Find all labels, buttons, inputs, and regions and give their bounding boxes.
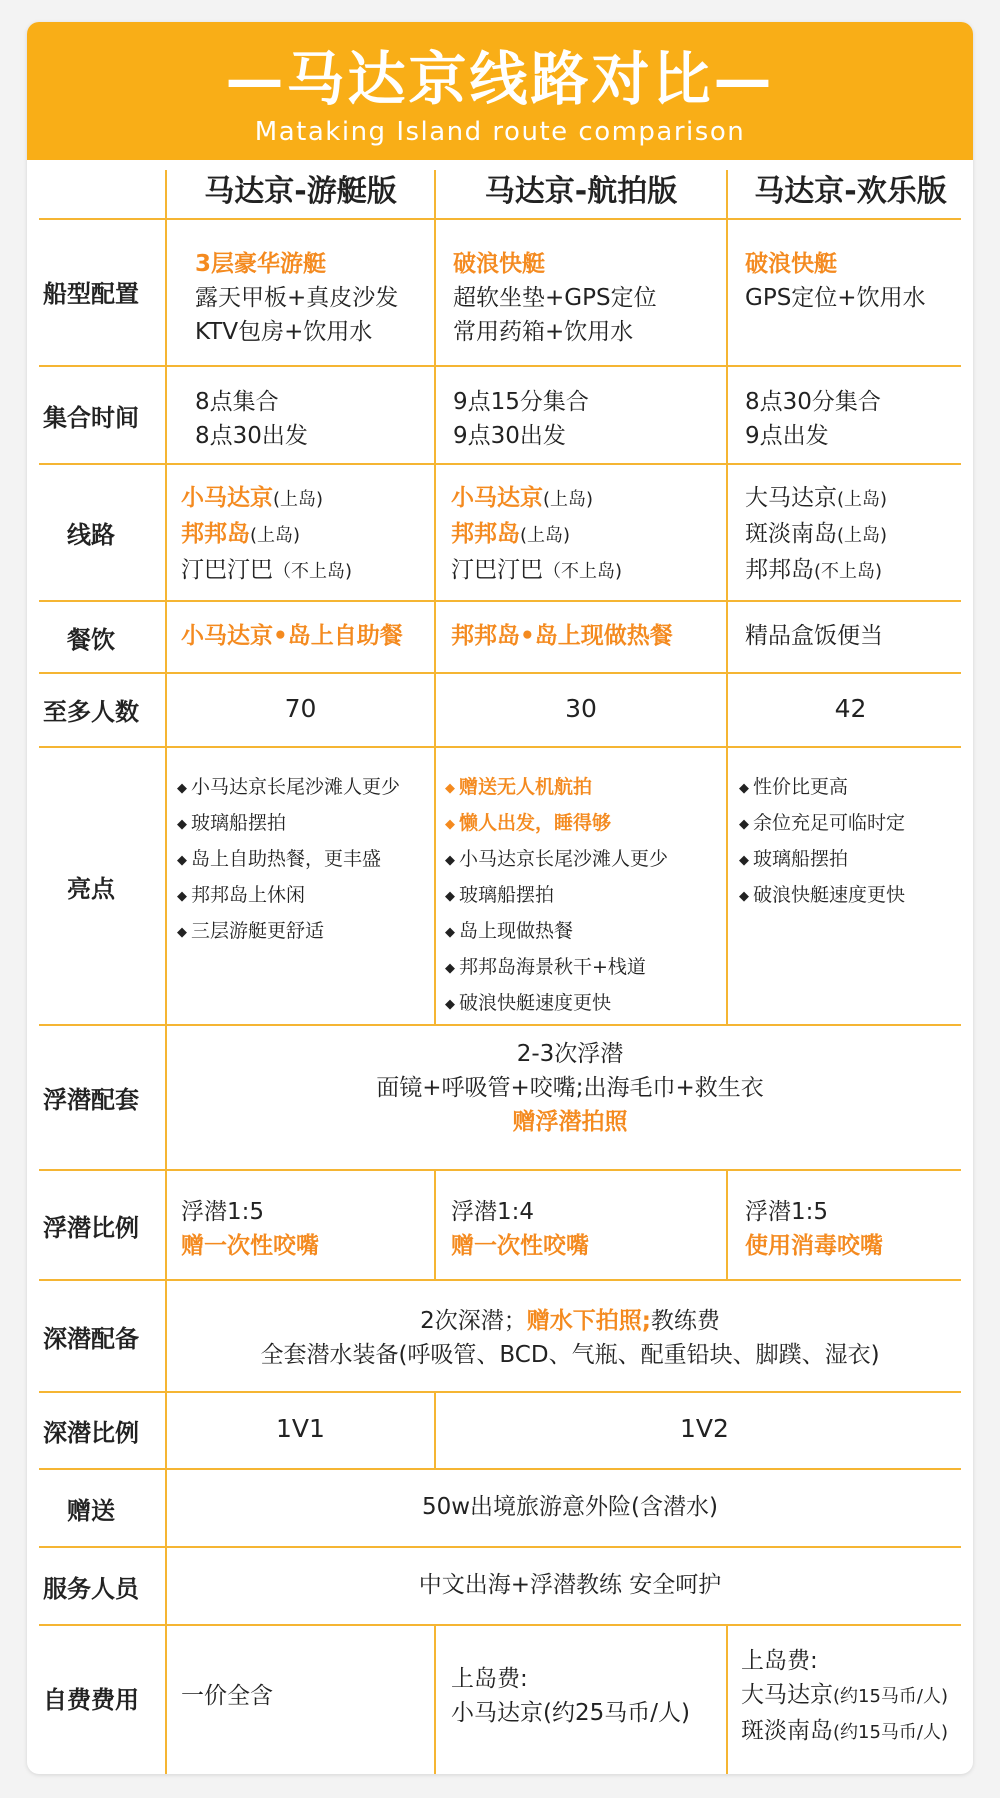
row-label-meet-time: 集合时间 (43, 404, 139, 432)
list-item: ◆ 余位充足可临时定 (739, 806, 905, 842)
boat-feature: GPS定位+饮用水 (745, 285, 926, 311)
route-island: 邦邦岛 (745, 557, 814, 583)
meal-aerial: 邦邦岛•岛上现做热餐 (451, 623, 673, 649)
column-header-fun: 马达京-欢乐版 (754, 174, 947, 209)
list-item: ◆ 邦邦岛海景秋干+栈道 (445, 950, 668, 986)
fee-title: 上岛费: (741, 1648, 818, 1674)
grid-line (434, 1624, 436, 1774)
fee-amount: (约15马币/人) (833, 1686, 949, 1707)
row-label-route: 线路 (67, 521, 115, 549)
coach-fee: 教练费 (650, 1308, 720, 1334)
snorkel-ratio: 浮潜1:5 (745, 1199, 829, 1225)
boat-feature: 常用药箱+饮用水 (453, 319, 634, 345)
depart-time: 8点30出发 (195, 423, 308, 449)
route-cell-aerial (451, 481, 622, 589)
route-note: (上岛) (520, 525, 571, 546)
snorkel-kit-cell (167, 1037, 973, 1139)
route-cell-fun (745, 481, 887, 589)
fee-item: 小马达京(约25马币/人) (451, 1700, 690, 1726)
page-title: —马达京线路对比— (225, 45, 775, 113)
boat-type: 3层豪华游艇 (195, 251, 327, 277)
route-island: 斑淡南岛 (745, 521, 837, 547)
row-label-highlights: 亮点 (67, 875, 115, 903)
grid-line (39, 365, 961, 367)
diamond-icon: ◆ (739, 781, 749, 796)
fee-aerial (451, 1662, 690, 1730)
grid-line (39, 463, 961, 465)
list-item: ◆ 破浪快艇速度更快 (445, 986, 668, 1022)
meet-time: 8点30分集合 (745, 389, 881, 415)
meet-time: 9点15分集合 (453, 389, 589, 415)
gift-insurance: 50w出境旅游意外险(含潜水) (421, 1494, 719, 1520)
snorkel-ratio-aerial (451, 1195, 589, 1263)
depart-time: 9点出发 (745, 423, 829, 449)
meal-yacht: 小马达京•岛上自助餐 (181, 623, 403, 649)
row-label-dive-ratio: 深潜比例 (43, 1419, 139, 1447)
row-label-boat: 船型配置 (43, 280, 139, 308)
route-note: (上岛) (837, 525, 888, 546)
dive-kit-cell (167, 1304, 973, 1372)
diamond-icon: ◆ (445, 817, 455, 832)
fee-fun (741, 1644, 948, 1750)
mouthpiece-note: 赠一次性咬嘴 (451, 1233, 589, 1259)
highlights-fun (739, 770, 905, 914)
list-item: ◆ 赠送无人机航拍 (445, 770, 668, 806)
grid-line (39, 672, 961, 674)
route-note: （不上岛) (273, 561, 353, 582)
list-item: ◆ 小马达京长尾沙滩人更少 (177, 770, 400, 806)
diamond-icon: ◆ (445, 925, 455, 940)
row-label-snorkel-kit: 浮潜配套 (43, 1086, 139, 1114)
diamond-icon: ◆ (177, 817, 187, 832)
list-item: ◆ 玻璃船摆拍 (739, 842, 905, 878)
diamond-icon: ◆ (177, 889, 187, 904)
column-header-yacht: 马达京-游艇版 (204, 174, 397, 209)
max-people-fun: 42 (834, 694, 867, 723)
route-note: （不上岛) (543, 561, 623, 582)
route-island: 汀巴汀巴 (451, 557, 543, 583)
highlights-yacht (177, 770, 400, 950)
dive-ratio-speedboat: 1V2 (680, 1414, 729, 1443)
row-label-staff: 服务人员 (43, 1575, 139, 1603)
grid-line (39, 1391, 961, 1393)
route-island: 邦邦岛 (451, 521, 520, 547)
row-label-gift: 赠送 (67, 1497, 115, 1525)
grid-line (39, 1624, 961, 1626)
row-label-self-pay: 自费费用 (43, 1686, 139, 1714)
meet-cell-fun (745, 385, 881, 453)
boat-feature: 露天甲板+真皮沙发 (195, 285, 399, 311)
route-note: (上岛) (543, 489, 594, 510)
grid-line (726, 1169, 728, 1279)
dive-photo-gift: 赠水下拍照; (526, 1308, 651, 1334)
fee-title: 上岛费: (451, 1666, 528, 1692)
dive-count: 2次深潜； (420, 1308, 527, 1334)
diamond-icon: ◆ (739, 817, 749, 832)
grid-line (39, 1024, 961, 1026)
diamond-icon: ◆ (177, 925, 187, 940)
diamond-icon: ◆ (739, 853, 749, 868)
diamond-icon: ◆ (445, 781, 455, 796)
meet-cell-aerial (453, 385, 589, 453)
diamond-icon: ◆ (739, 889, 749, 904)
grid-line (434, 1169, 436, 1279)
boat-cell-aerial (453, 247, 657, 349)
fee-amount: (约15马币/人) (833, 1722, 949, 1743)
route-island: 邦邦岛 (181, 521, 250, 547)
snorkel-photo-gift: 赠浮潜拍照 (512, 1109, 628, 1135)
list-item: ◆ 小马达京长尾沙滩人更少 (445, 842, 668, 878)
snorkel-ratio: 浮潜1:5 (181, 1199, 265, 1225)
fee-item: 大马达京 (741, 1682, 833, 1708)
column-header-aerial: 马达京-航拍版 (484, 174, 678, 209)
fee-yacht: 一价全含 (181, 1683, 273, 1709)
max-people-aerial: 30 (565, 694, 597, 723)
list-item: ◆ 岛上现做热餐 (445, 914, 668, 950)
route-island: 汀巴汀巴 (181, 557, 273, 583)
boat-feature: 超软坐垫+GPS定位 (453, 285, 657, 311)
comparison-table (27, 22, 973, 1774)
grid-line (39, 218, 961, 220)
grid-line (39, 1468, 961, 1470)
list-item: ◆ 性价比更高 (739, 770, 905, 806)
boat-cell-yacht (195, 247, 398, 349)
route-note: (上岛) (837, 489, 888, 510)
diamond-icon: ◆ (445, 997, 455, 1012)
row-label-max-people: 至多人数 (43, 698, 139, 726)
grid-line (726, 170, 728, 1024)
list-item: ◆ 懒人出发，睡得够 (445, 806, 668, 842)
row-label-dive-kit: 深潜配备 (43, 1325, 139, 1353)
diamond-icon: ◆ (445, 853, 455, 868)
route-cell-yacht (181, 481, 352, 589)
depart-time: 9点30出发 (453, 423, 566, 449)
grid-line (39, 600, 961, 602)
staff-service: 中文出海+浮潜教练 安全呵护 (418, 1572, 722, 1598)
row-label-meal: 餐饮 (67, 626, 115, 654)
diamond-icon: ◆ (445, 961, 455, 976)
highlights-aerial (445, 770, 668, 1022)
diamond-icon: ◆ (177, 781, 187, 796)
fee-item: 斑淡南岛 (741, 1718, 833, 1744)
route-note: (不上岛) (814, 561, 883, 582)
dive-gear: 全套潜水装备(呼吸管、BCD、气瓶、配重铅块、脚蹼、湿衣) (260, 1342, 880, 1368)
list-item: ◆ 邦邦岛上休闲 (177, 878, 400, 914)
route-note: (上岛) (273, 489, 324, 510)
route-island: 大马达京 (745, 485, 837, 511)
grid-line (165, 170, 167, 1774)
route-island: 小马达京 (451, 485, 543, 511)
boat-cell-fun (745, 247, 926, 315)
route-island: 小马达京 (181, 485, 273, 511)
route-note: (上岛) (250, 525, 301, 546)
snorkel-count: 2-3次浮潜 (516, 1041, 624, 1067)
grid-line (39, 1279, 961, 1281)
snorkel-gear: 面镜+呼吸管+咬嘴;出海毛巾+救生衣 (376, 1075, 764, 1101)
list-item: ◆ 岛上自助热餐，更丰盛 (177, 842, 400, 878)
meet-cell-yacht (195, 385, 308, 453)
grid-line (39, 1546, 961, 1548)
mouthpiece-note: 使用消毒咬嘴 (745, 1233, 883, 1259)
grid-line (39, 746, 961, 748)
meet-time: 8点集合 (195, 389, 279, 415)
grid-line (434, 170, 436, 1024)
list-item: ◆ 玻璃船摆拍 (445, 878, 668, 914)
diamond-icon: ◆ (177, 853, 187, 868)
meal-fun: 精品盒饭便当 (745, 623, 883, 649)
list-item: ◆ 玻璃船摆拍 (177, 806, 400, 842)
max-people-yacht: 70 (284, 694, 317, 723)
diamond-icon: ◆ (445, 889, 455, 904)
dive-ratio-yacht: 1V1 (276, 1414, 325, 1443)
boat-type: 破浪快艇 (453, 251, 545, 277)
snorkel-ratio: 浮潜1:4 (451, 1199, 535, 1225)
snorkel-ratio-fun (745, 1195, 883, 1263)
mouthpiece-note: 赠一次性咬嘴 (181, 1233, 319, 1259)
list-item: ◆ 三层游艇更舒适 (177, 914, 400, 950)
boat-type: 破浪快艇 (745, 251, 837, 277)
list-item: ◆ 破浪快艇速度更快 (739, 878, 905, 914)
comparison-card (27, 22, 973, 1774)
row-label-snorkel-ratio: 浮潜比例 (43, 1214, 139, 1242)
boat-feature: KTV包房+饮用水 (195, 319, 373, 345)
grid-line (726, 1624, 728, 1774)
grid-line (39, 1169, 961, 1171)
snorkel-ratio-yacht (181, 1195, 319, 1263)
page-subtitle: Mataking Island route comparison (254, 117, 746, 147)
